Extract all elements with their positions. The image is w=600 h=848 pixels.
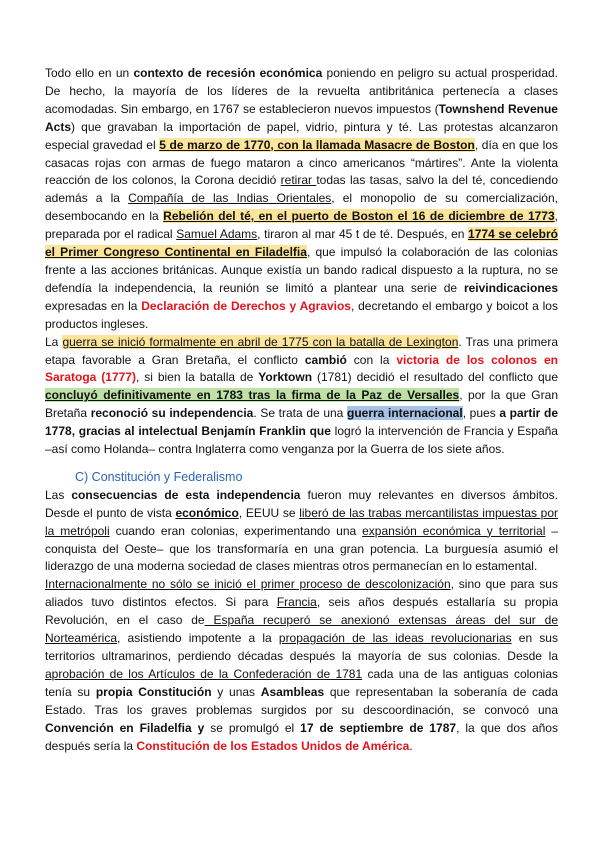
text-run: , decretando el embargo y boicot a los productos ingleses. (45, 298, 558, 331)
text-run: , pues (462, 406, 500, 421)
document-page (45, 65, 558, 755)
underlined-text: Internacionalmente no sólo se inició el primer proceso de descolonización (45, 577, 451, 592)
highlighted-text: guerra internacional (347, 406, 463, 421)
red-bold-text: Constitución de los Estados Unidos de América (136, 738, 410, 753)
text-run: y unas (211, 684, 261, 699)
bold-text: Yorktown (258, 370, 313, 385)
section-heading: C) Constitución y Federalismo (75, 469, 243, 484)
text-run: cada una de las antiguas colonias tenía su (45, 666, 558, 699)
highlighted-text: 5 de marzo de 1770, con la llamada Masacre de Boston (159, 137, 475, 152)
underlined-text: Francia (276, 595, 317, 610)
underlined-text: propagación de las ideas revolucionarias (278, 631, 512, 646)
text-run: con la (346, 352, 397, 367)
bold-text: Asambleas (260, 684, 325, 699)
paragraph-2 (45, 334, 558, 459)
text-run: La (45, 334, 63, 349)
text-run: (1781) decidió el resultado del conflicto que (312, 370, 558, 385)
highlighted-text: guerra se inició formalmente en abril de 1775 con la batalla de Lexington (62, 334, 459, 349)
text-run: . Tras una primera etapa favorable a Gran Bretaña, el conflicto (45, 334, 558, 367)
bold-text: a partir de 1778, gracias al intelectual Benjamín Franklin que (45, 406, 558, 439)
underlined-text: expansión económica y territorial (362, 523, 546, 538)
text-run: , tiraron al mar 45 t de té. Después, en (257, 227, 469, 242)
text-run: , preparada por el radical (45, 209, 559, 242)
underlined-text: España recuperó se anexionó extensas áreas del sur de Norteamérica (45, 613, 558, 646)
paragraph-1 (45, 65, 558, 334)
text-run: Todo ello en un (45, 66, 134, 80)
bold-text: 17 de septiembre de 1787 (300, 720, 457, 735)
red-bold-text: Declaración de Derechos y Agravios (141, 298, 351, 313)
text-run: se promulgó el (204, 720, 301, 735)
text-run: , que impulsó la colaboración de las colonias frente a las acciones británicas. Aunque existía un bando radical dispuesto a la ruptura, no se defendía la independencia, la reunión se limitó a plantear una serie de (45, 245, 558, 295)
paragraph-4 (45, 576, 558, 755)
text-run: ) que gravaban la importación de papel, vidrio, pintura y té. Las protestas alcanzaron especial gravedad el (45, 119, 558, 152)
highlighted-text: Rebelión del té, en el puerto de Boston el 16 de diciembre de 1773 (163, 209, 555, 224)
text-run: , el monopolio de su comercialización, desembocando en la (45, 191, 558, 224)
text-run: . (409, 738, 413, 753)
text-run: que representaban la soberanía de cada Estado. Tras los graves problemas surgidos por su descoordinación, se convocó una (45, 684, 559, 717)
bold-text: Townshend Revenue Acts (45, 101, 558, 134)
bold-text: reivindicaciones (463, 280, 558, 295)
underlined-text: aprobación de los Artículos de la Confederación de 1781 (45, 666, 363, 681)
text-run: Las (45, 487, 72, 502)
text-run: poniendo en peligro su actual prosperidad. De hecho, la mayoría de los líderes de la revuelta antibritánica pertenecía a clases acomodadas. Sin embargo, en 1767 se establecieron nuevos impuestos ( (45, 66, 558, 116)
text-run: , asistiendo impotente a la (117, 631, 279, 646)
highlighted-text: concluyó definitivamente en 1783 tras la firma de la Paz de Versalles (45, 388, 460, 403)
red-bold-text: victoria de los colonos en Saratoga (1777) (45, 352, 558, 385)
text-run: fueron muy relevantes en diversos ámbitos. Desde el punto de vista (45, 487, 558, 520)
underlined-text: liberó de las trabas mercantilistas impuestas por la metrópoli (45, 505, 559, 538)
underlined-text: retirar (280, 173, 317, 188)
text-run: –conquista del Oeste– que los transformaría en una gran potencia. La burguesía asumió el liderazgo de una moderna sociedad de clases mientras otros permanecían en lo estamental. (45, 523, 558, 574)
text-run: , sino que para sus aliados tuvo distintos efectos. Si para (45, 577, 558, 610)
text-run: . Se trata de una (253, 406, 347, 421)
bold-underlined-text: económico (175, 505, 239, 520)
text-run: , seis años después estallaría su propia Revolución, en el caso de (45, 595, 558, 628)
text-run: cuando eran colonias, experimentando una (109, 523, 363, 538)
bold-text: propia Constitución (95, 684, 212, 699)
underlined-text: Compañía de las Indias Orientales (128, 191, 332, 206)
text-run: , si bien la batalla de (135, 370, 259, 385)
bold-text: reconoció su independencia (90, 406, 254, 421)
bold-text: cambió (304, 352, 347, 367)
paragraph-3 (45, 487, 558, 577)
text-run: expresadas en la (45, 298, 142, 313)
text-run: en sus territorios ultramarinos, perdiendo décadas después la mayoría de sus colonias. Desde la (45, 631, 558, 663)
text-run: , EEUU se (238, 505, 300, 520)
text-run: logró la intervención de Francia y España –así como Holanda– contra Inglaterra como venganza por la Guerra de los siete años. (45, 424, 558, 457)
text-run: , por la que Gran Bretaña (45, 388, 558, 421)
highlighted-text: 1774 se celebró el Primer Congreso Continental en Filadelfia (45, 227, 558, 260)
text-run: , día en que los casacas rojas con armas de fuego mataron a cinco americanos “mártires”. Ante la violenta reacción de los colonos, la Corona decidió (45, 137, 558, 188)
text-run: , la que dos años después sería la (45, 720, 558, 753)
underlined-text: Samuel Adams (176, 227, 258, 242)
bold-text: Convención en Filadelfia y (45, 720, 205, 735)
text-run: todas las tasas, salvo la del té, concediendo además a la (45, 173, 558, 206)
bold-text: consecuencias de esta independencia (71, 487, 301, 502)
bold-text: contexto de recesión económica (133, 66, 323, 80)
